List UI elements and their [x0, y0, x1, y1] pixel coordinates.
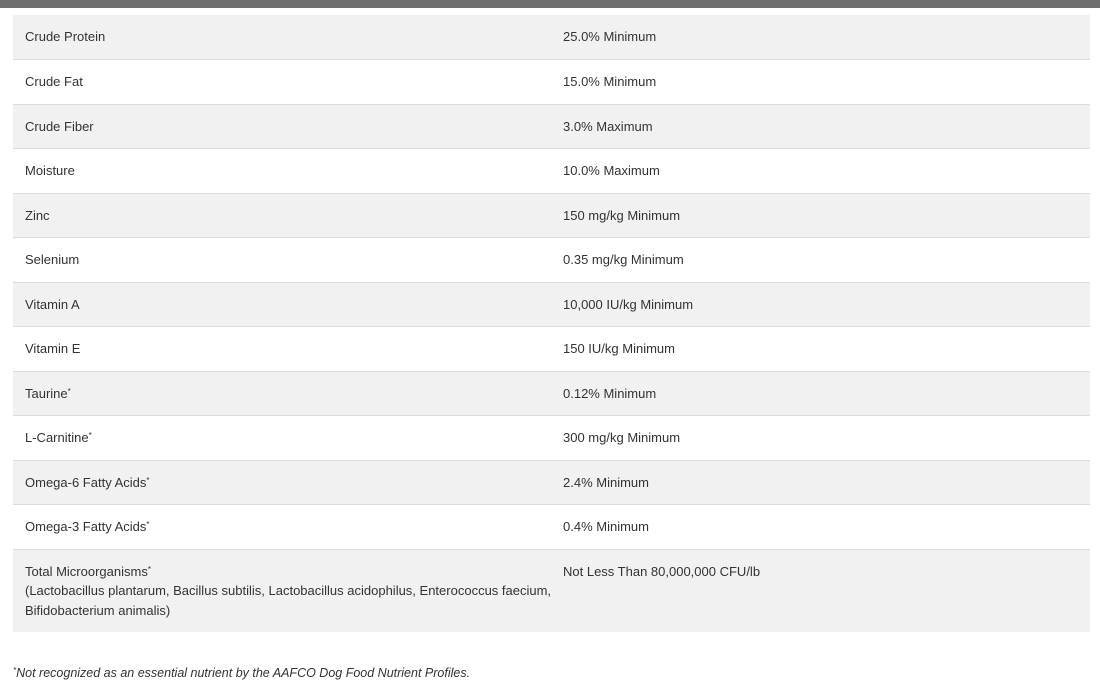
table-row — [13, 15, 1090, 60]
table-row — [13, 149, 1090, 194]
nutrient-name: L-Carnitine — [25, 430, 89, 445]
asterisk-mark: * — [147, 564, 151, 574]
nutrient-name: Vitamin E — [25, 341, 81, 356]
table-row — [13, 460, 1090, 505]
nutrient-name: Crude Fat — [25, 74, 83, 89]
table-row — [13, 60, 1090, 105]
guaranteed-analysis-table — [13, 15, 1090, 632]
top-bar — [0, 0, 1100, 8]
asterisk-mark: * — [88, 431, 92, 440]
microorganism-list: (Lactobacillus plantarum, Bacillus subtilis, Lactobacillus acidophilus, Enterococcus faecium, Bifidobacterium animalis) — [25, 583, 552, 618]
nutrient-value: 0.4% Minimum — [552, 505, 1090, 550]
nutrient-name: Crude Protein — [25, 29, 106, 44]
nutrient-name: Omega-6 Fatty Acids — [25, 474, 147, 490]
nutrient-value: 10,000 IU/kg Minimum — [552, 282, 1090, 327]
nutrient-name: Moisture — [25, 163, 75, 178]
table-row — [13, 193, 1090, 238]
nutrient-value: 0.35 mg/kg Minimum — [552, 238, 1090, 283]
nutrient-value: 300 mg/kg Minimum — [552, 416, 1090, 461]
table-row — [13, 104, 1090, 149]
footnote — [13, 664, 470, 682]
asterisk-mark: * — [67, 386, 71, 396]
table-row-microorganisms — [13, 549, 1090, 632]
nutrient-name: Total Microorganisms — [25, 563, 148, 579]
nutrient-name: Omega-3 Fatty Acids — [25, 519, 147, 534]
nutrient-value: 3.0% Maximum — [552, 104, 1090, 149]
nutrient-value: 150 IU/kg Minimum — [552, 327, 1090, 372]
nutrient-name: Taurine — [25, 385, 68, 401]
nutrient-value: 0.12% Minimum — [552, 371, 1090, 416]
asterisk-mark: * — [146, 475, 150, 485]
table-row — [13, 505, 1090, 550]
table-row — [13, 282, 1090, 327]
nutrient-value: 10.0% Maximum — [552, 149, 1090, 194]
nutrient-value: 25.0% Minimum — [552, 15, 1090, 60]
nutrient-name: Vitamin A — [25, 296, 80, 312]
asterisk-mark: * — [13, 666, 17, 675]
nutrient-value: 2.4% Minimum — [552, 460, 1090, 505]
nutrient-name: Zinc — [25, 207, 50, 223]
footnote-text: Not recognized as an essential nutrient by the AAFCO Dog Food Nutrient Profiles. — [16, 666, 471, 680]
nutrient-name: Selenium — [25, 252, 80, 267]
nutrient-value: 15.0% Minimum — [552, 60, 1090, 105]
table-row — [13, 416, 1090, 461]
nutrient-value: Not Less Than 80,000,000 CFU/lb — [552, 549, 1090, 632]
nutrient-value: 150 mg/kg Minimum — [552, 193, 1090, 238]
asterisk-mark: * — [146, 520, 150, 529]
table-row — [13, 238, 1090, 283]
table-row — [13, 371, 1090, 416]
table-row — [13, 327, 1090, 372]
nutrient-name: Crude Fiber — [25, 118, 94, 134]
